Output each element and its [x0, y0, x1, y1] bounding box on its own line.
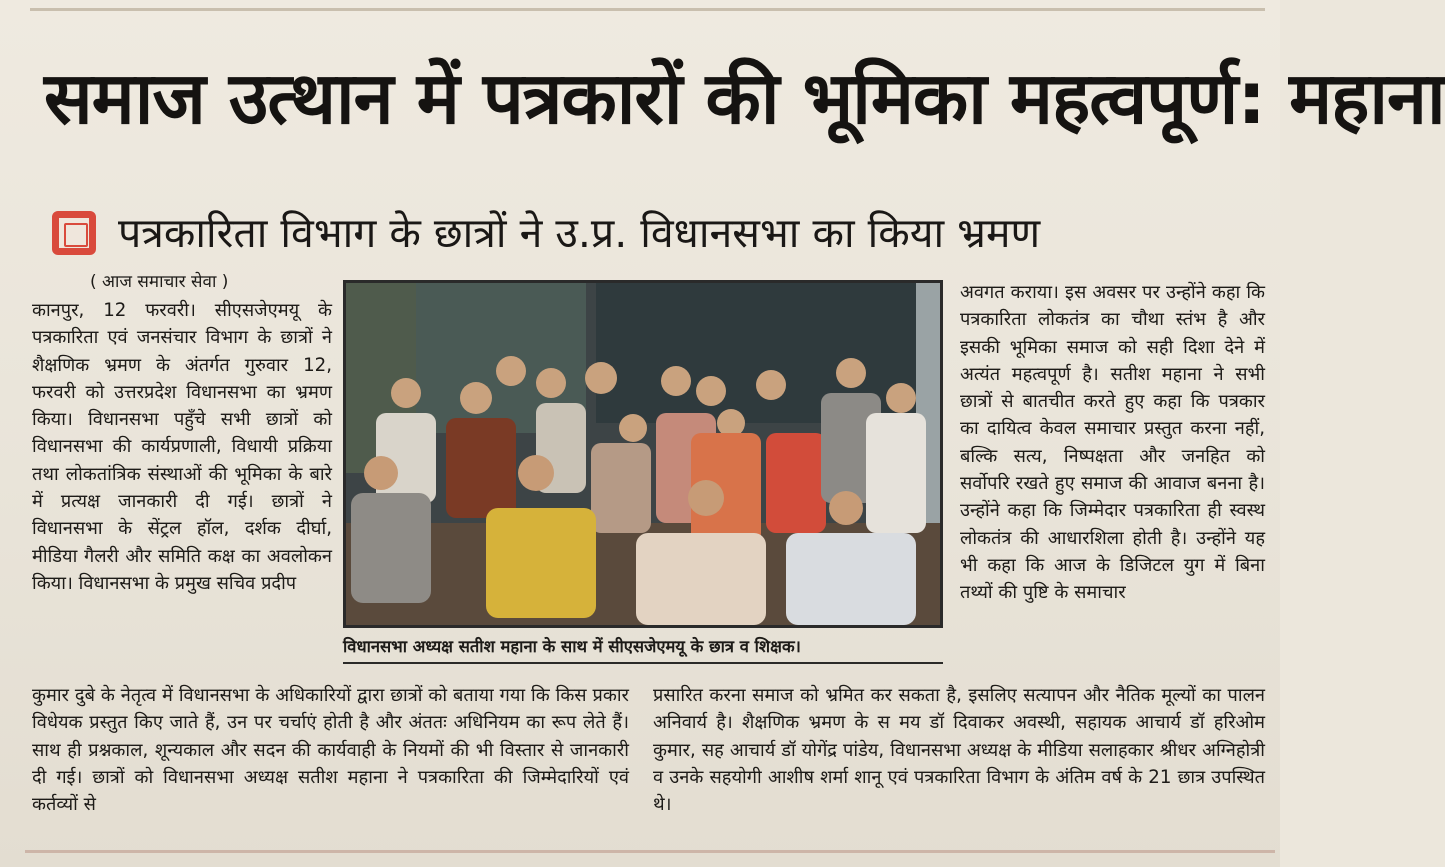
photo-caption: विधानसभा अध्यक्ष सतीश महाना के साथ में सीएसजेएमयू के छात्र व शिक्षक।: [343, 632, 943, 664]
group-photo: [343, 280, 943, 628]
article-bottom-left: कुमार दुबे के नेतृत्व में विधानसभा के अधिकारियों द्वारा छात्रों को बताया गया कि किस प्रकार विधेयक प्रस्तुत किए जाते हैं, उन पर चर्चाएं होती है और अंततः अधिनियम का रूप लेते हैं। साथ ही प्रश्नकाल, शून्यकाल और सदन की कार्यवाही के नियमों की भी विस्तार से जानकारी दी गई। छात्रों को विधानसभा अध्यक्ष सतीश महाना ने पत्रकारिता की जिम्मेदारियों एवं कर्तव्यों से: [32, 685, 629, 816]
top-rule: [30, 8, 1265, 11]
square-bullet-icon: [52, 211, 96, 255]
subheadline: पत्रकारिता विभाग के छात्रों ने उ.प्र. विधानसभा का किया भ्रमण: [118, 209, 1041, 257]
article-column-left: कानपुर, 12 फरवरी। सीएसजेएमयू के पत्रकारिता एवं जनसंचार विभाग के छात्रों ने शैक्षणिक भ्रमण के अंतर्गत गुरुवार 12, फरवरी को उत्तरप्रदेश विधानसभा का भ्रमण किया। विधानसभा पहुँचे सभी छात्रों को विधानसभा की कार्यप्रणाली, विधायी प्रक्रिया तथा लोकतांत्रिक संस्थाओं की भूमिका के बारे में प्रत्यक्ष जानकारी दी गई। छात्रों ने विधानसभा के सेंट्रल हॉल, दर्शक दीर्घा, मीडिया गैलरी और समिति कक्ष का अवलोकन किया। विधानसभा के प्रमुख सचिव प्रदीप: [32, 300, 332, 594]
article-column-right: अवगत कराया। इस अवसर पर उन्होंने कहा कि पत्रकारिता लोकतंत्र का चौथा स्तंभ है और इसकी भूमिका समाज को सही दिशा देने में अत्यंत महत्वपूर्ण है। सतीश महाना ने सभी छात्रों से बातचीत करते हुए कहा कि पत्रकार का दायित्व केवल समाचार प्रस्तुत करना नहीं, बल्कि सत्य, निष्पक्षता और जनहित को सर्वोपरि रखते हुए समाज की आवाज बनना है। उन्होंने कहा कि जिम्मेदार पत्रकारिता ही स्वस्थ लोकतंत्र की आधारशिला होती है। उन्होंने यह भी कहा कि आज के डिजिटल युग में बिना तथ्यों की पुष्टि के समाचार: [960, 282, 1265, 604]
headline: समाज उत्थान में पत्रकारों की भूमिका महत्वपूर्ण: महाना: [44, 56, 1445, 140]
bottom-rule: [25, 850, 1275, 853]
news-credit: ( आज समाचार सेवा ): [90, 272, 229, 292]
article-bottom-right: प्रसारित करना समाज को भ्रमित कर सकता है, इसलिए सत्यापन और नैतिक मूल्यों का पालन अनिवार्य है। शैक्षणिक भ्रमण के स मय डॉ दिवाकर अवस्थी, सहायक आचार्य डॉ हरिओम कुमार, सह आचार्य डॉ योगेंद्र पांडेय, विधानसभा अध्यक्ष के मीडिया सलाहकार श्रीधर अग्निहोत्री व उनके सहयोगी आशीष शर्मा शानू एवं पत्रकारिता विभाग के अंतिम वर्ष के 21 छात्र उपस्थित थे।: [653, 685, 1265, 816]
group-photo-image: [346, 283, 940, 625]
subheadline-block: [52, 205, 1252, 261]
